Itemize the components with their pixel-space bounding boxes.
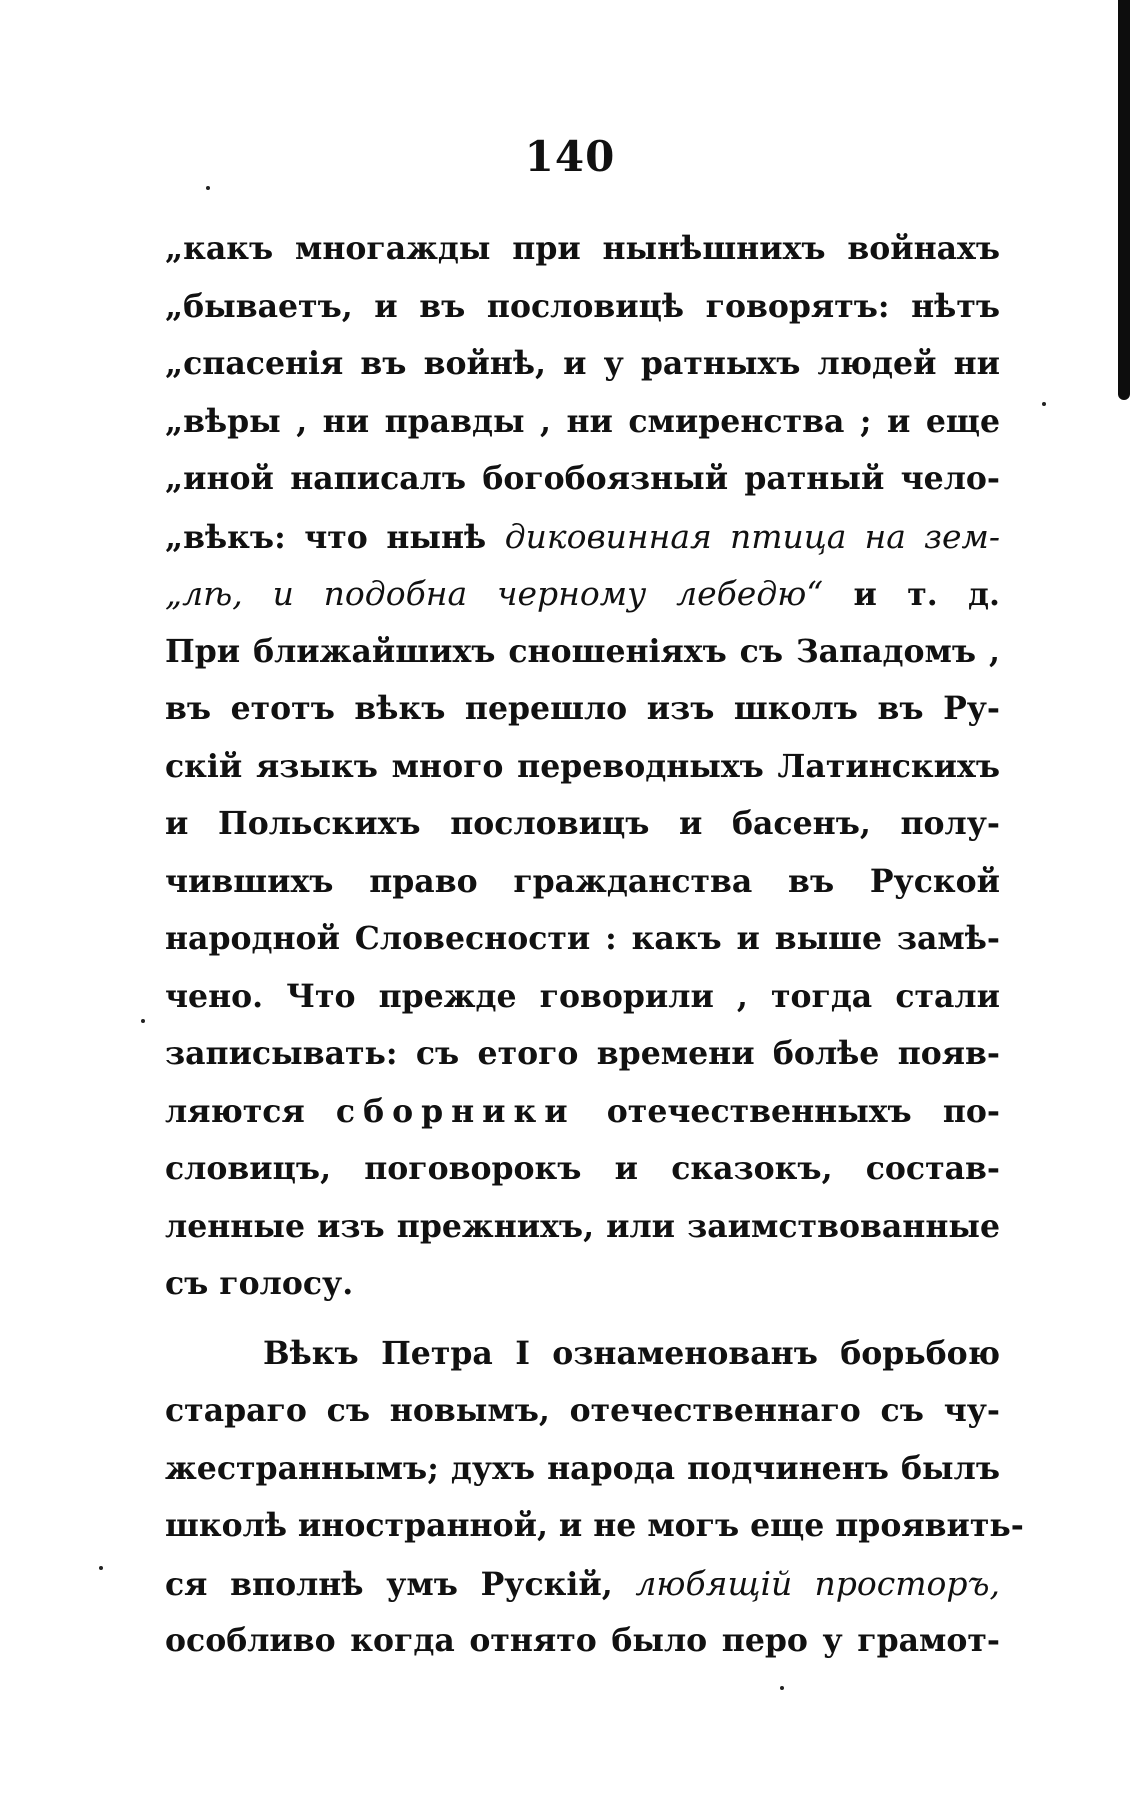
text-line: особливо когда отнято было перо у грамот-	[165, 1622, 1000, 1659]
text-run: отечественныхъ по-	[575, 1092, 1000, 1130]
body-text	[165, 220, 1024, 1670]
text-line: При ближайшихъ сношеніяхъ съ Западомъ ,	[165, 632, 1000, 670]
text-run: „вѣкъ: что нынѣ	[165, 518, 505, 556]
text-line: ленные изъ прежнихъ, или заимствованные	[165, 1207, 1000, 1245]
italic-quote: диковинная птица на зем-	[504, 516, 1001, 556]
italic-phrase: любящій просторъ,	[635, 1563, 1001, 1603]
text-run: ляются	[165, 1092, 336, 1130]
text-line: „бываетъ, и въ пословицѣ говорятъ: нѣтъ	[165, 287, 1000, 325]
text-line: чено. Что прежде говорили , тогда стали	[165, 977, 1000, 1015]
text-line: съ голосу.	[165, 1265, 354, 1302]
text-line: „спасенія въ войнѣ, и у ратныхъ людей ни	[165, 345, 1000, 382]
text-line: словицъ, поговорокъ и сказокъ, состав-	[165, 1150, 1000, 1187]
text-run: и т. д.	[823, 576, 1000, 613]
text-line: стараго съ новымъ, отечественнаго съ чу-	[165, 1392, 1000, 1429]
italic-quote: „лѣ, и подобна черному лебедю“	[165, 574, 824, 613]
spaced-emphasis: сборники	[335, 1092, 576, 1130]
text-line: „вѣры , ни правды , ни смиренства ; и еще	[165, 402, 1000, 440]
text-line: „иной написалъ богобоязный ратный чело-	[165, 460, 1000, 497]
text-run: ся вполнѣ умъ Рускій,	[165, 1565, 636, 1603]
scan-speck	[1042, 402, 1046, 406]
text-line: чившихъ право гражданства въ Руской	[165, 862, 1000, 900]
scan-speck	[206, 186, 210, 190]
text-line: Вѣкъ Петра I ознаменованъ борьбою	[263, 1334, 1000, 1372]
scan-edge-shadow	[1118, 0, 1130, 400]
text-line	[165, 565, 1000, 623]
scan-speck	[780, 1686, 784, 1690]
text-line: „какъ многажды при нынѣшнихъ войнахъ	[165, 230, 1000, 267]
text-line: школѣ иностранной, и не могъ еще проявить-	[165, 1507, 1024, 1544]
text-line	[165, 1083, 1000, 1141]
text-line	[165, 508, 1000, 566]
scan-speck	[99, 1566, 103, 1570]
text-line: записывать: съ етого времени болѣе появ-	[165, 1035, 1000, 1072]
text-line: скій языкъ много переводныхъ Латинскихъ	[165, 747, 1000, 785]
page-number: 140	[524, 132, 616, 181]
text-line: и Польскихъ пословицъ и басенъ, полу-	[165, 805, 1000, 842]
text-line: народной Словесности : какъ и выше замѣ-	[165, 920, 1000, 957]
text-line: жестраннымъ; духъ народа подчиненъ былъ	[165, 1449, 1000, 1487]
text-line	[165, 1555, 1000, 1613]
text-line: въ етотъ вѣкъ перешло изъ школъ въ Ру-	[165, 690, 1000, 727]
scan-speck	[141, 1019, 145, 1023]
